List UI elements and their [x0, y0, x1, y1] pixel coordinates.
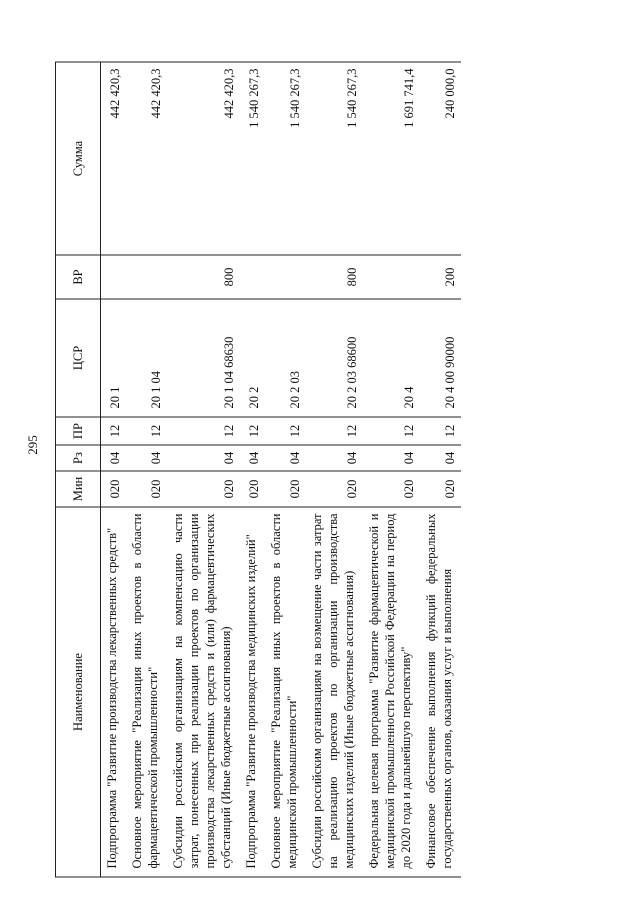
row-csr: 20 4	[363, 299, 420, 417]
header-pr: ПР	[56, 417, 101, 445]
row-csr: 20 2 03	[265, 299, 306, 417]
row-name: Субсидии российским организациям на компенсацию части затрат, понесенных при реализации проектов по организации производства лекарственных средств и (или) фармацевтических субстанций (Иные бюджетные ассигнования)	[167, 507, 240, 877]
row-sum: 1 540 267,3	[306, 62, 363, 255]
row-rz: 04	[240, 445, 265, 471]
row-sum: 1 540 267,3	[240, 62, 265, 255]
row-vr	[240, 255, 265, 299]
row-vr: 200	[420, 255, 461, 299]
table-row	[126, 62, 167, 877]
row-name: Субсидии российским организациям на возмещение части затрат на реализацию проектов по организации производства медицинских изделий (Иные бюджетные ассигнования)	[306, 507, 363, 877]
row-min: 020	[306, 471, 363, 507]
row-vr: 800	[167, 255, 240, 299]
row-vr	[126, 255, 167, 299]
header-rz: Рз	[56, 445, 101, 471]
header-sum: Сумма	[56, 62, 101, 255]
row-min: 020	[363, 471, 420, 507]
header-name: Наименование	[56, 507, 101, 877]
row-min: 020	[420, 471, 461, 507]
table-row	[363, 62, 420, 877]
row-vr	[101, 255, 127, 299]
row-sum: 442 420,3	[126, 62, 167, 255]
row-min: 020	[101, 471, 127, 507]
row-pr: 12	[306, 417, 363, 445]
row-vr: 800	[306, 255, 363, 299]
row-sum: 442 420,3	[167, 62, 240, 255]
header-vr: ВР	[56, 255, 101, 299]
row-csr: 20 1 04	[126, 299, 167, 417]
row-name: Основное мероприятие "Реализация иных проектов в области фармацевтической промышленности"	[126, 507, 167, 877]
row-csr: 20 1	[101, 299, 127, 417]
row-csr: 20 2 03 68600	[306, 299, 363, 417]
table-row	[306, 62, 363, 877]
row-name: Федеральная целевая программа "Развитие фармацевтической и медицинской промышленности Российской Федерации на период до 2020 года и дальнейшую перспективу"	[363, 507, 420, 877]
row-vr	[265, 255, 306, 299]
row-sum: 1 540 267,3	[265, 62, 306, 255]
row-sum: 1 691 741,4	[363, 62, 420, 255]
table-header-row	[56, 62, 101, 877]
row-min: 020	[167, 471, 240, 507]
row-csr: 20 1 04 68630	[167, 299, 240, 417]
row-vr	[363, 255, 420, 299]
row-min: 020	[265, 471, 306, 507]
page-number: 295	[25, 435, 40, 455]
row-pr: 12	[363, 417, 420, 445]
header-min: Мин	[56, 471, 101, 507]
row-name: Финансовое обеспечение выполнения функций федеральных государственных органов, оказания услуг и выполнения	[420, 507, 461, 877]
row-rz: 04	[101, 445, 127, 471]
table-row	[167, 62, 240, 877]
row-pr: 12	[126, 417, 167, 445]
table-row	[101, 62, 127, 877]
row-rz: 04	[306, 445, 363, 471]
row-pr: 12	[167, 417, 240, 445]
table-row	[265, 62, 306, 877]
budget-sheet	[55, 63, 585, 878]
row-pr: 12	[240, 417, 265, 445]
row-min: 020	[240, 471, 265, 507]
row-pr: 12	[420, 417, 461, 445]
budget-table	[55, 62, 461, 878]
table-row	[420, 62, 461, 877]
row-min: 020	[126, 471, 167, 507]
row-csr: 20 2	[240, 299, 265, 417]
row-rz: 04	[363, 445, 420, 471]
table-row	[240, 62, 265, 877]
row-rz: 04	[265, 445, 306, 471]
row-sum: 442 420,3	[101, 62, 127, 255]
row-pr: 12	[265, 417, 306, 445]
header-csr: ЦСР	[56, 299, 101, 417]
row-sum: 240 000,0	[420, 62, 461, 255]
row-name: Подпрограмма "Развитие производства лекарственных средств"	[101, 507, 127, 877]
row-name: Подпрограмма "Развитие производства медицинских изделий"	[240, 507, 265, 877]
row-csr: 20 4 00 90000	[420, 299, 461, 417]
row-rz: 04	[126, 445, 167, 471]
row-name: Основное мероприятие "Реализация иных проектов в области медицинской промышленности"	[265, 507, 306, 877]
row-rz: 04	[167, 445, 240, 471]
row-rz: 04	[420, 445, 461, 471]
row-pr: 12	[101, 417, 127, 445]
